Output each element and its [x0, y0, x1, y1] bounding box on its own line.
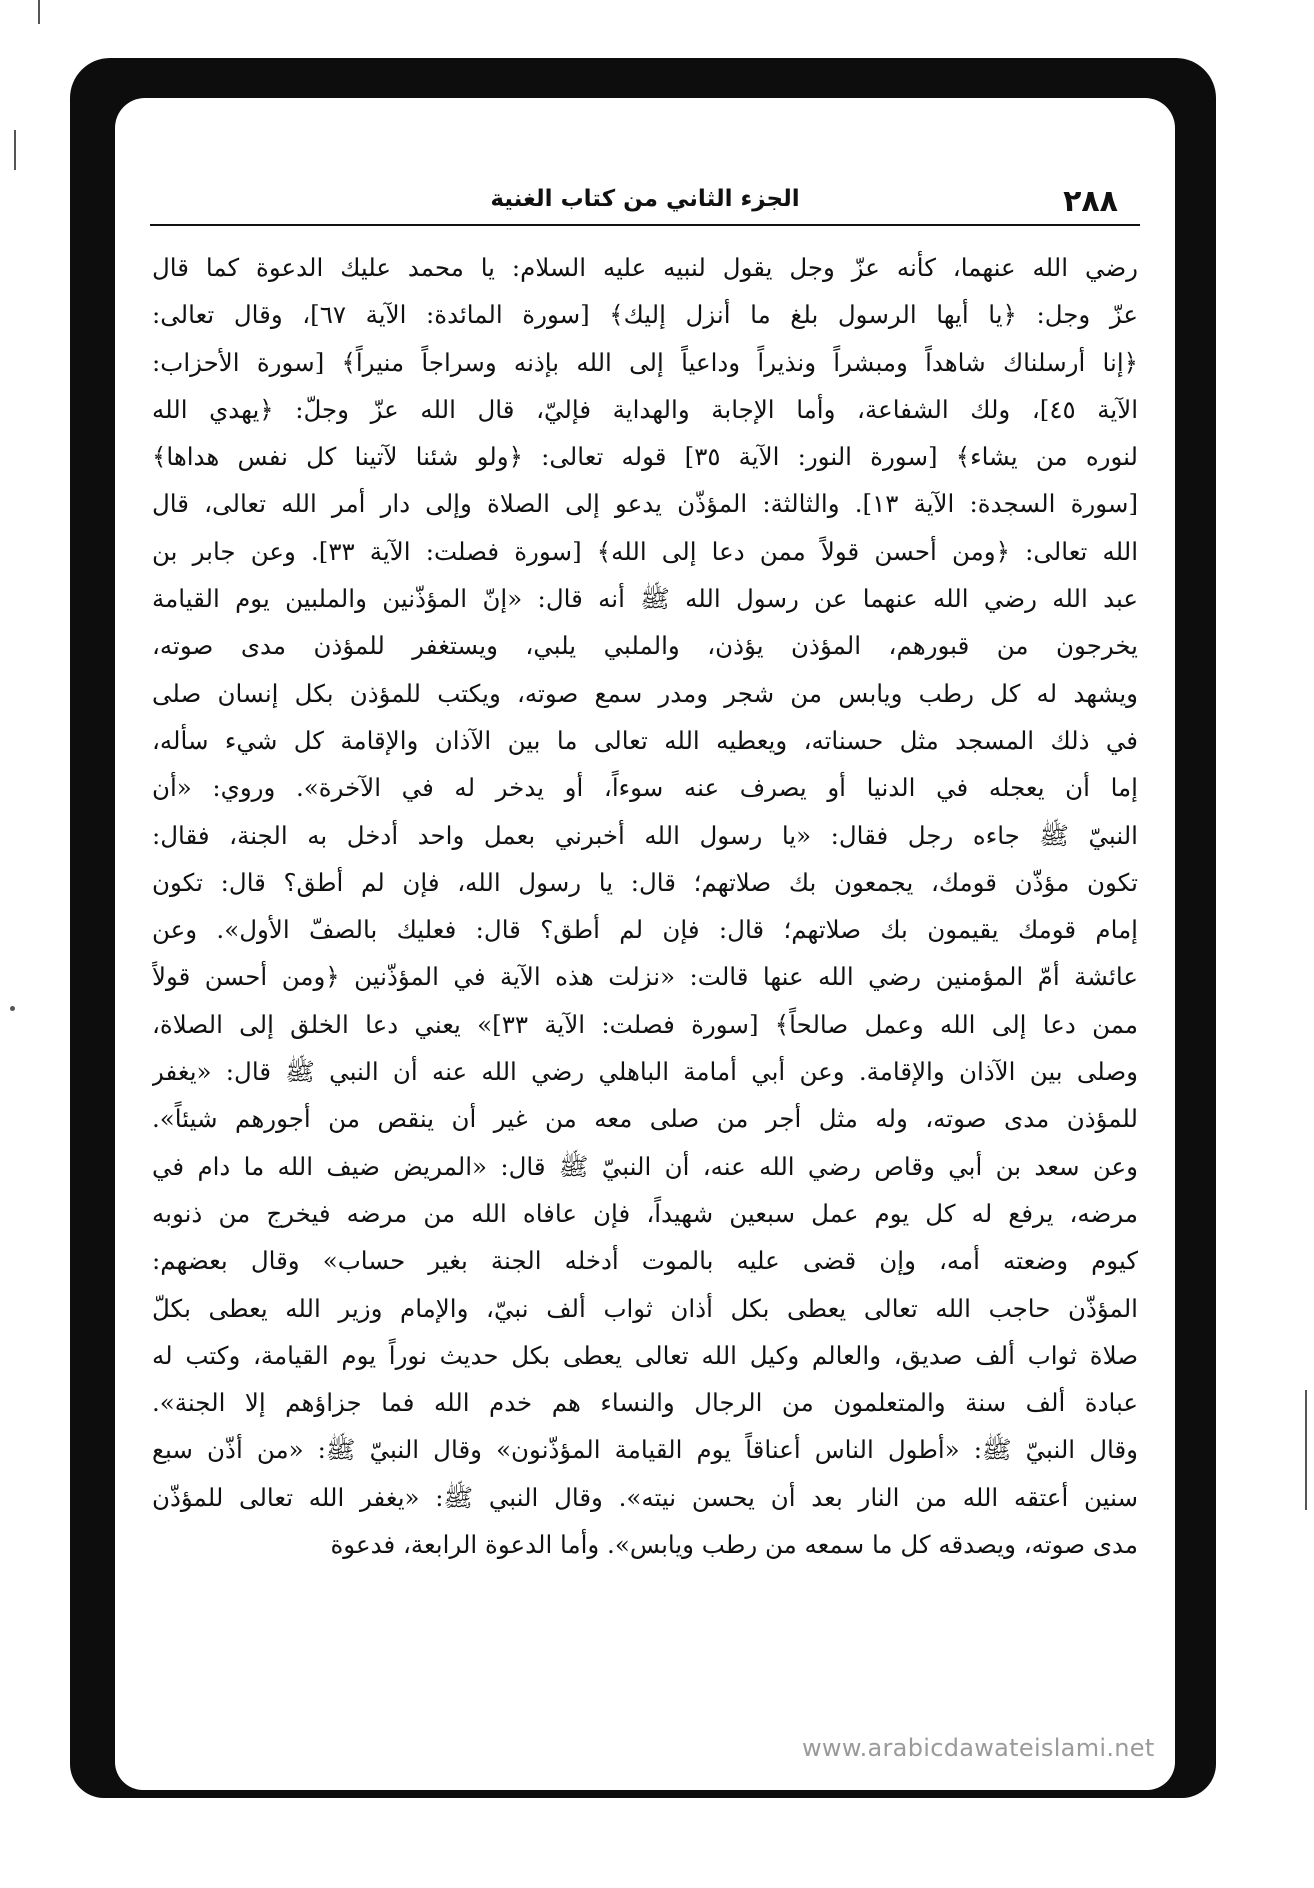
text-line: ﴿إنا أرسلناك شاهداً ومبشراً ونذيراً وداعياً إلى الله بإذنه وسراجاً منيراً﴾ [سورة الأحزاب: — [152, 347, 1138, 377]
text-line: للمؤذن مدى صوته، وله مثل أجر من صلى معه من غير أن ينقص من أجورهم شيئاً». — [152, 1104, 1138, 1134]
text-line: وقال النبيّ ﷺ: «أطول الناس أعناقاً يوم القيامة المؤذّنون» وقال النبيّ ﷺ: «من أذّن سبع — [152, 1435, 1138, 1465]
text-line: مرضه، يرفع له كل يوم عمل سبعين شهيداً، فإن عافاه الله من مرضه فيخرج من ذنوبه — [152, 1198, 1138, 1228]
page-number: ٢٨٨ — [1063, 184, 1118, 219]
text-line: مدى صوته، ويصدقه كل ما سمعه من رطب ويابس». وأما الدعوة الرابعة، فدعوة — [330, 1530, 1138, 1560]
header-rule — [150, 224, 1140, 226]
watermark: www.arabicdawateislami.net — [802, 1734, 1155, 1762]
scan-mark-left-edge — [14, 130, 16, 170]
text-line: رضي الله عنهما، كأنه عزّ وجل يقول لنبيه عليه السلام: يا محمد عليك الدعوة كما قال — [152, 253, 1138, 282]
text-line: صلاة ثواب ألف صديق، والعالم وكيل الله تعالى يعطى بكل حديث نوراً يوم القيامة، وكتب له — [152, 1340, 1138, 1370]
page-header — [150, 180, 1140, 222]
text-line: [سورة السجدة: الآية ١٣]. والثالثة: المؤذّن يدعو إلى الصلاة وإلى دار أمر الله تعالى، قال — [152, 489, 1138, 519]
text-line: الآية ٤٥]، ولك الشفاعة، وأما الإجابة والهداية فإليّ، قال الله عزّ وجلّ: ﴿يهدي الله — [152, 394, 1138, 424]
text-line: ويشهد له كل رطب ويابس من شجر ومدر سمع صوته، ويكتب للمؤذن بكل إنسان صلى — [152, 678, 1138, 708]
running-title: الجزء الثاني من كتاب الغنية — [490, 186, 800, 212]
text-line: في ذلك المسجد مثل حسناته، ويعطيه الله تعالى ما بين الآذان والإقامة كل شيء سأله، — [152, 725, 1138, 755]
scan-mark-top-left — [38, 0, 40, 24]
text-line: عزّ وجل: ﴿يا أيها الرسول بلغ ما أنزل إليك﴾ [سورة المائدة: الآية ٦٧]، وقال تعالى: — [152, 300, 1138, 330]
text-line: وصلى بين الآذان والإقامة. وعن أبي أمامة الباهلي رضي الله عنه أن النبي ﷺ قال: «يغفر — [152, 1057, 1138, 1087]
text-line: عائشة أمّ المؤمنين رضي الله عنها قالت: «نزلت هذه الآية في المؤذّنين ﴿ومن أحسن قولاً — [152, 962, 1138, 992]
text-line: المؤذّن حاجب الله تعالى يعطى بكل أذان ثواب ألف نبيّ، والإمام وزير الله يعطى بكلّ — [152, 1293, 1138, 1323]
text-line: ممن دعا إلى الله وعمل صالحاً﴾ [سورة فصلت: الآية ٣٣]» يعني دعا الخلق إلى الصلاة، — [152, 1009, 1138, 1039]
text-line: كيوم وضعته أمه، وإن قضى عليه بالموت أدخله الجنة بغير حساب» وقال بعضهم: — [152, 1246, 1138, 1276]
scan-mark-right-edge — [1305, 1390, 1307, 1510]
text-line: إمام قومك يقيمون بك صلاتهم؛ قال: فإن لم أطق؟ قال: فعليك بالصفّ الأول». وعن — [152, 915, 1138, 945]
text-line: إما أن يعجله في الدنيا أو يصرف عنه سوءاً، أو يدخر له في الآخرة». وروي: «أن — [152, 773, 1138, 803]
text-line: الله تعالى: ﴿ومن أحسن قولاً ممن دعا إلى الله﴾ [سورة فصلت: الآية ٣٣]. وعن جابر بن — [152, 536, 1138, 566]
text-line: وعن سعد بن أبي وقاص رضي الله عنه، أن النبيّ ﷺ قال: «المريض ضيف الله ما دام في — [152, 1151, 1138, 1181]
text-line: سنين أعتقه الله من النار بعد أن يحسن نيته». وقال النبي ﷺ: «يغفر الله تعالى للمؤذّن — [152, 1482, 1138, 1512]
text-line: النبيّ ﷺ جاءه رجل فقال: «يا رسول الله أخبرني بعمل واحد أدخل به الجنة، فقال: — [152, 820, 1138, 850]
text-line: يخرجون من قبورهم، المؤذن يؤذن، والملبي يلبي، ويستغفر للمؤذن مدى صوته، — [152, 631, 1138, 661]
body-text — [152, 244, 1138, 1568]
text-line: عبد الله رضي الله عنهما عن رسول الله ﷺ أنه قال: «إنّ المؤذّنين والملبين يوم القيامة — [152, 584, 1138, 614]
scan-mark-left-dot — [10, 1006, 15, 1011]
text-line: لنوره من يشاء﴾ [سورة النور: الآية ٣٥] قوله تعالى: ﴿ولو شئنا لآتينا كل نفس هداها﴾ — [152, 442, 1138, 472]
text-line: تكون مؤذّن قومك، يجمعون بك صلاتهم؛ قال: يا رسول الله، فإن لم أطق؟ قال: تكون — [152, 867, 1138, 897]
text-line: عبادة ألف سنة والمتعلمون من الرجال والنساء هم خدم الله فما جزاؤهم إلا الجنة». — [152, 1388, 1138, 1418]
